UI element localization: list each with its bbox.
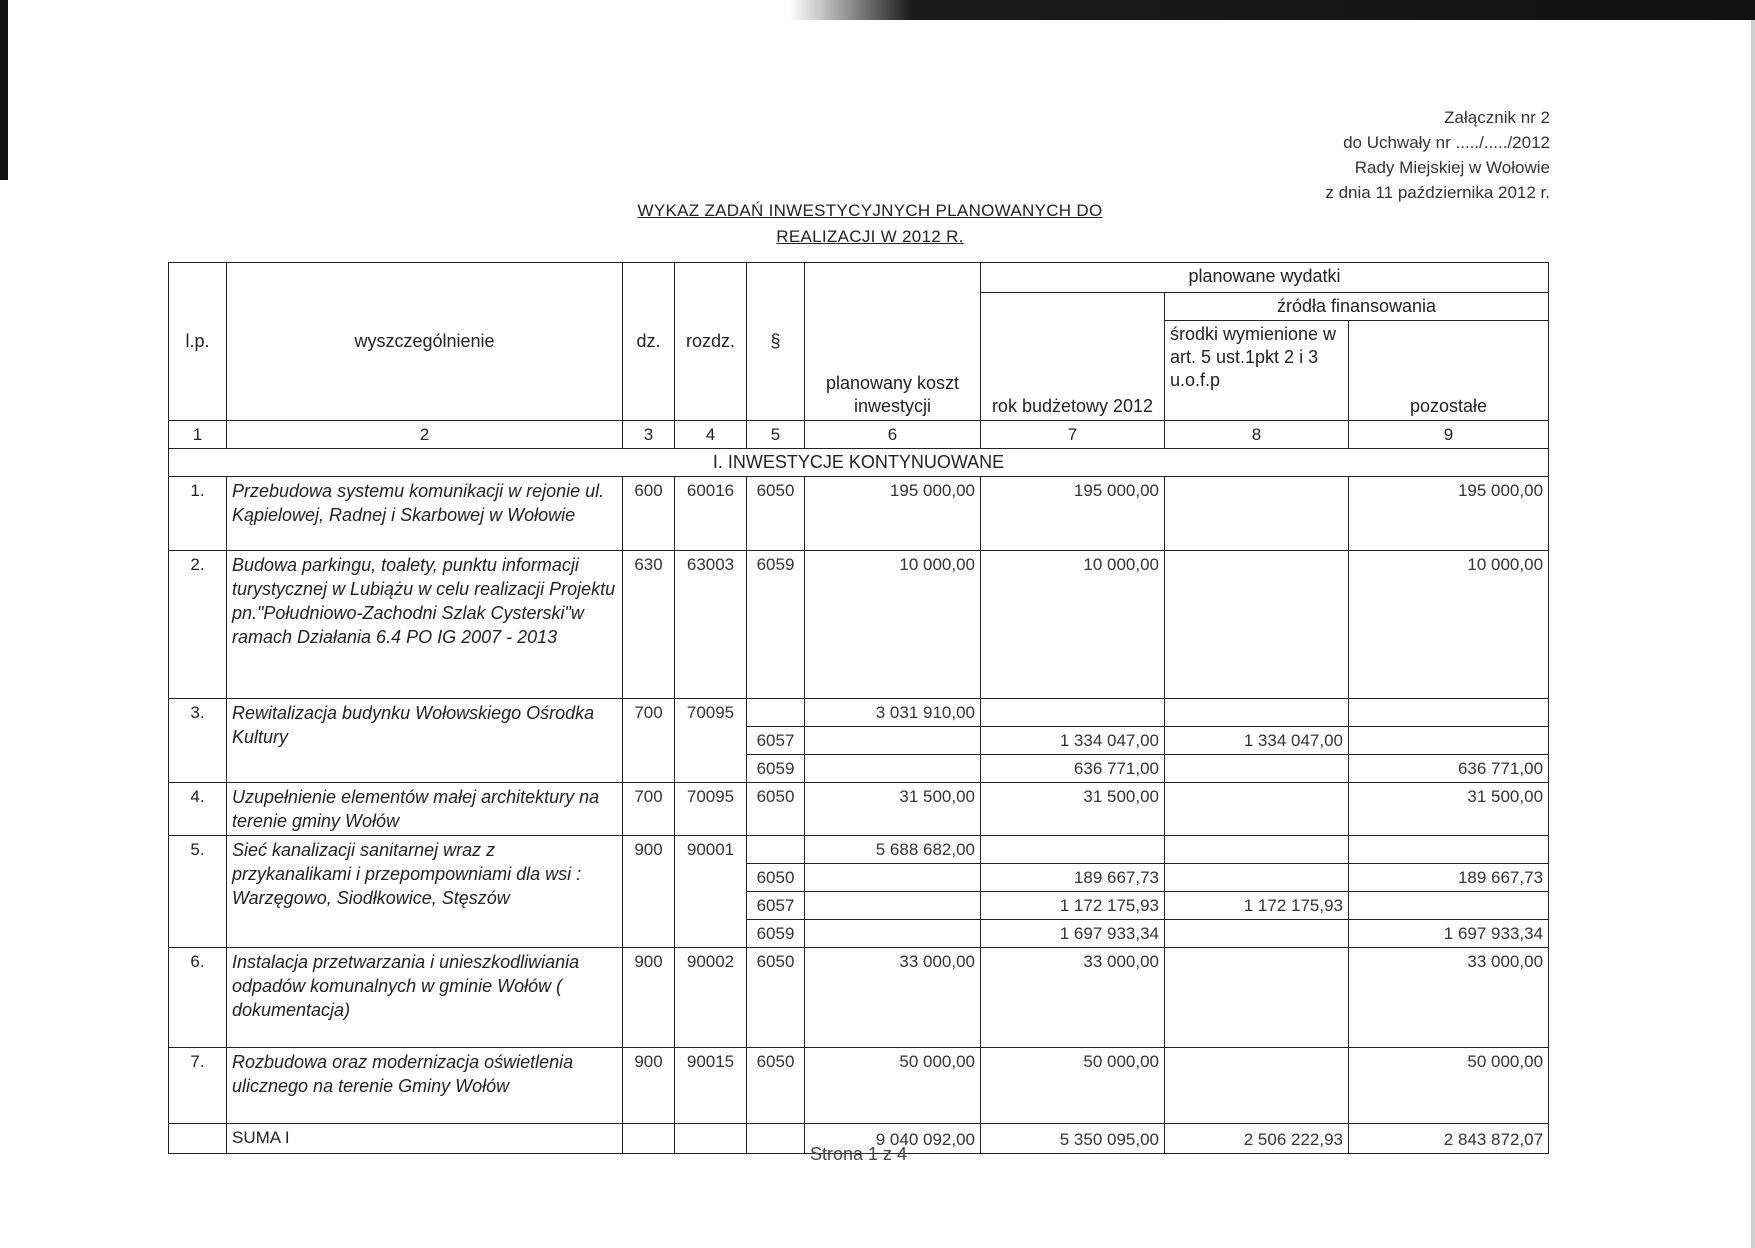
subrow-pozostale: 636 771,00 <box>1349 755 1549 783</box>
row-pozostale: 10 000,00 <box>1349 551 1549 699</box>
sum-srodki: 2 506 222,93 <box>1165 1124 1349 1154</box>
subrow-pozostale <box>1349 727 1549 755</box>
subrow-srodki <box>1165 920 1349 948</box>
column-number: 2 <box>227 421 623 449</box>
row-rok-empty <box>981 836 1165 864</box>
header-pozostale: pozostałe <box>1349 321 1549 421</box>
row-dz: 630 <box>623 551 675 699</box>
row-rok-empty <box>981 699 1165 727</box>
row-srodki <box>1165 551 1349 699</box>
subrow-koszt-empty <box>805 755 981 783</box>
subrow-koszt-empty <box>805 864 981 892</box>
scan-right-edge <box>1751 20 1755 1248</box>
row-koszt: 10 000,00 <box>805 551 981 699</box>
row-rok: 195 000,00 <box>981 477 1165 551</box>
sum-pozostale: 2 843 872,07 <box>1349 1124 1549 1154</box>
row-name: Rozbudowa oraz modernizacja oświetlenia ulicznego na terenie Gminy Wołów <box>227 1048 623 1124</box>
title-line-2: REALIZACJI W 2012 R. <box>776 227 964 246</box>
column-number: 4 <box>675 421 747 449</box>
row-srodki <box>1165 477 1349 551</box>
row-rozdz: 70095 <box>675 783 747 836</box>
row-name: Przebudowa systemu komunikacji w rejonie ul. Kąpielowej, Radnej i Skarbowej w Wołowie <box>227 477 623 551</box>
row-lp: 3. <box>169 699 227 783</box>
row-rozdz: 90001 <box>675 836 747 948</box>
row-lp: 2. <box>169 551 227 699</box>
row-dz: 600 <box>623 477 675 551</box>
row-par: 6059 <box>747 551 805 699</box>
row-par: 6050 <box>747 1048 805 1124</box>
row-lp: 4. <box>169 783 227 836</box>
subrow-rok: 1 697 933,34 <box>981 920 1165 948</box>
row-dz: 900 <box>623 836 675 948</box>
row-dz: 900 <box>623 948 675 1048</box>
row-pozostale: 50 000,00 <box>1349 1048 1549 1124</box>
column-number: 9 <box>1349 421 1549 449</box>
header-planowany-koszt: planowany koszt inwestycji <box>805 263 981 421</box>
sum-rok: 5 350 095,00 <box>981 1124 1165 1154</box>
title-line-1: WYKAZ ZADAŃ INWESTYCYJNYCH PLANOWANYCH DO <box>637 201 1103 220</box>
row-koszt: 195 000,00 <box>805 477 981 551</box>
row-rozdz: 90002 <box>675 948 747 1048</box>
row-rozdz: 70095 <box>675 699 747 783</box>
subrow-pozostale: 189 667,73 <box>1349 864 1549 892</box>
subrow-srodki <box>1165 755 1349 783</box>
sum-lp-empty <box>169 1124 227 1154</box>
table-row <box>169 699 1549 727</box>
header-zrodla-finansowania: źródła finansowania <box>1165 293 1549 321</box>
row-koszt: 31 500,00 <box>805 783 981 836</box>
column-number: 8 <box>1165 421 1349 449</box>
investment-table <box>168 262 1549 1154</box>
row-dz: 700 <box>623 699 675 783</box>
row-name: Rewitalizacja budynku Wołowskiego Ośrodka Kultury <box>227 699 623 783</box>
sum-label: SUMA I <box>227 1124 623 1154</box>
table-row <box>169 783 1549 836</box>
annex-line: Załącznik nr 2 <box>1444 108 1550 127</box>
subrow-srodki: 1 172 175,93 <box>1165 892 1349 920</box>
table-row <box>169 477 1549 551</box>
row-srodki-empty <box>1165 699 1349 727</box>
header-wyszczegolnienie: wyszczególnienie <box>227 263 623 421</box>
row-pozostale-empty <box>1349 836 1549 864</box>
scan-top-edge <box>0 0 1755 20</box>
subrow-koszt-empty <box>805 920 981 948</box>
column-number: 1 <box>169 421 227 449</box>
header-rozdz: rozdz. <box>675 263 747 421</box>
scan-left-edge <box>0 0 8 180</box>
table-row <box>169 551 1549 699</box>
row-par-empty <box>747 699 805 727</box>
table-row <box>169 1048 1549 1124</box>
subrow-par: 6057 <box>747 892 805 920</box>
row-rozdz: 60016 <box>675 477 747 551</box>
row-lp: 1. <box>169 477 227 551</box>
row-koszt: 33 000,00 <box>805 948 981 1048</box>
sum-koszt: 9 040 092,00 <box>805 1124 981 1154</box>
subrow-rok: 636 771,00 <box>981 755 1165 783</box>
row-lp: 5. <box>169 836 227 948</box>
subrow-srodki <box>1165 864 1349 892</box>
subrow-rok: 1 334 047,00 <box>981 727 1165 755</box>
row-pozostale: 31 500,00 <box>1349 783 1549 836</box>
row-pozostale: 195 000,00 <box>1349 477 1549 551</box>
subrow-par: 6057 <box>747 727 805 755</box>
table-row <box>169 836 1549 864</box>
row-rok: 50 000,00 <box>981 1048 1165 1124</box>
row-srodki <box>1165 783 1349 836</box>
header-lp: l.p. <box>169 263 227 421</box>
sum-dz-empty <box>623 1124 675 1154</box>
subrow-srodki: 1 334 047,00 <box>1165 727 1349 755</box>
column-number: 5 <box>747 421 805 449</box>
row-name: Sieć kanalizacji sanitarnej wraz z przykanalikami i przepompowniami dla wsi : Warzęgowo, Siodłkowice, Stęszów <box>227 836 623 948</box>
row-par-empty <box>747 836 805 864</box>
row-name: Instalacja przetwarzania i unieszkodliwiania odpadów komunalnych w gminie Wołów ( dokumentacja) <box>227 948 623 1048</box>
row-dz: 900 <box>623 1048 675 1124</box>
row-koszt: 3 031 910,00 <box>805 699 981 727</box>
header-srodki: środki wymienione w art. 5 ust.1pkt 2 i 3 u.o.f.p <box>1165 321 1349 421</box>
annex-line: Rady Miejskiej w Wołowie <box>1354 158 1550 177</box>
subrow-par: 6059 <box>747 920 805 948</box>
header-dz: dz. <box>623 263 675 421</box>
sum-rozdz-empty <box>675 1124 747 1154</box>
table-row <box>169 948 1549 1048</box>
row-lp: 6. <box>169 948 227 1048</box>
row-name: Uzupełnienie elementów małej architektury na terenie gminy Wołów <box>227 783 623 836</box>
header-paragraf: § <box>747 263 805 421</box>
row-rozdz: 90015 <box>675 1048 747 1124</box>
row-koszt: 50 000,00 <box>805 1048 981 1124</box>
subrow-par: 6050 <box>747 864 805 892</box>
page-number: Strona 1 z 4 <box>810 1144 908 1164</box>
row-srodki <box>1165 1048 1349 1124</box>
subrow-koszt-empty <box>805 892 981 920</box>
subrow-koszt-empty <box>805 727 981 755</box>
column-number: 6 <box>805 421 981 449</box>
row-par: 6050 <box>747 783 805 836</box>
sum-par-empty <box>747 1124 805 1154</box>
subrow-pozostale: 1 697 933,34 <box>1349 920 1549 948</box>
annex-line: z dnia 11 października 2012 r. <box>1325 183 1550 202</box>
row-srodki-empty <box>1165 836 1349 864</box>
row-par: 6050 <box>747 477 805 551</box>
row-pozostale: 33 000,00 <box>1349 948 1549 1048</box>
row-name: Budowa parkingu, toalety, punktu informacji turystycznej w Lubiążu w celu realizacji Projektu pn."Południowo-Zachodni Szlak Cysterski"w ramach Działania 6.4 PO IG 2007 - 2013 <box>227 551 623 699</box>
row-srodki <box>1165 948 1349 1048</box>
row-rok: 31 500,00 <box>981 783 1165 836</box>
header-planowane-wydatki: planowane wydatki <box>981 263 1549 293</box>
row-par: 6050 <box>747 948 805 1048</box>
row-rok: 33 000,00 <box>981 948 1165 1048</box>
row-rok: 10 000,00 <box>981 551 1165 699</box>
subrow-par: 6059 <box>747 755 805 783</box>
document-title <box>560 198 1180 250</box>
annex-line: do Uchwały nr ...../...../2012 <box>1343 133 1550 152</box>
subrow-pozostale <box>1349 892 1549 920</box>
subrow-rok: 1 172 175,93 <box>981 892 1165 920</box>
annex-block <box>1325 105 1550 205</box>
row-lp: 7. <box>169 1048 227 1124</box>
header-rok-budzetowy: rok budżetowy 2012 <box>981 293 1165 421</box>
row-dz: 700 <box>623 783 675 836</box>
row-pozostale-empty <box>1349 699 1549 727</box>
section-heading: I. INWESTYCJE KONTYNUOWANE <box>169 449 1549 477</box>
column-number: 7 <box>981 421 1165 449</box>
subrow-rok: 189 667,73 <box>981 864 1165 892</box>
column-number: 3 <box>623 421 675 449</box>
row-rozdz: 63003 <box>675 551 747 699</box>
row-koszt: 5 688 682,00 <box>805 836 981 864</box>
